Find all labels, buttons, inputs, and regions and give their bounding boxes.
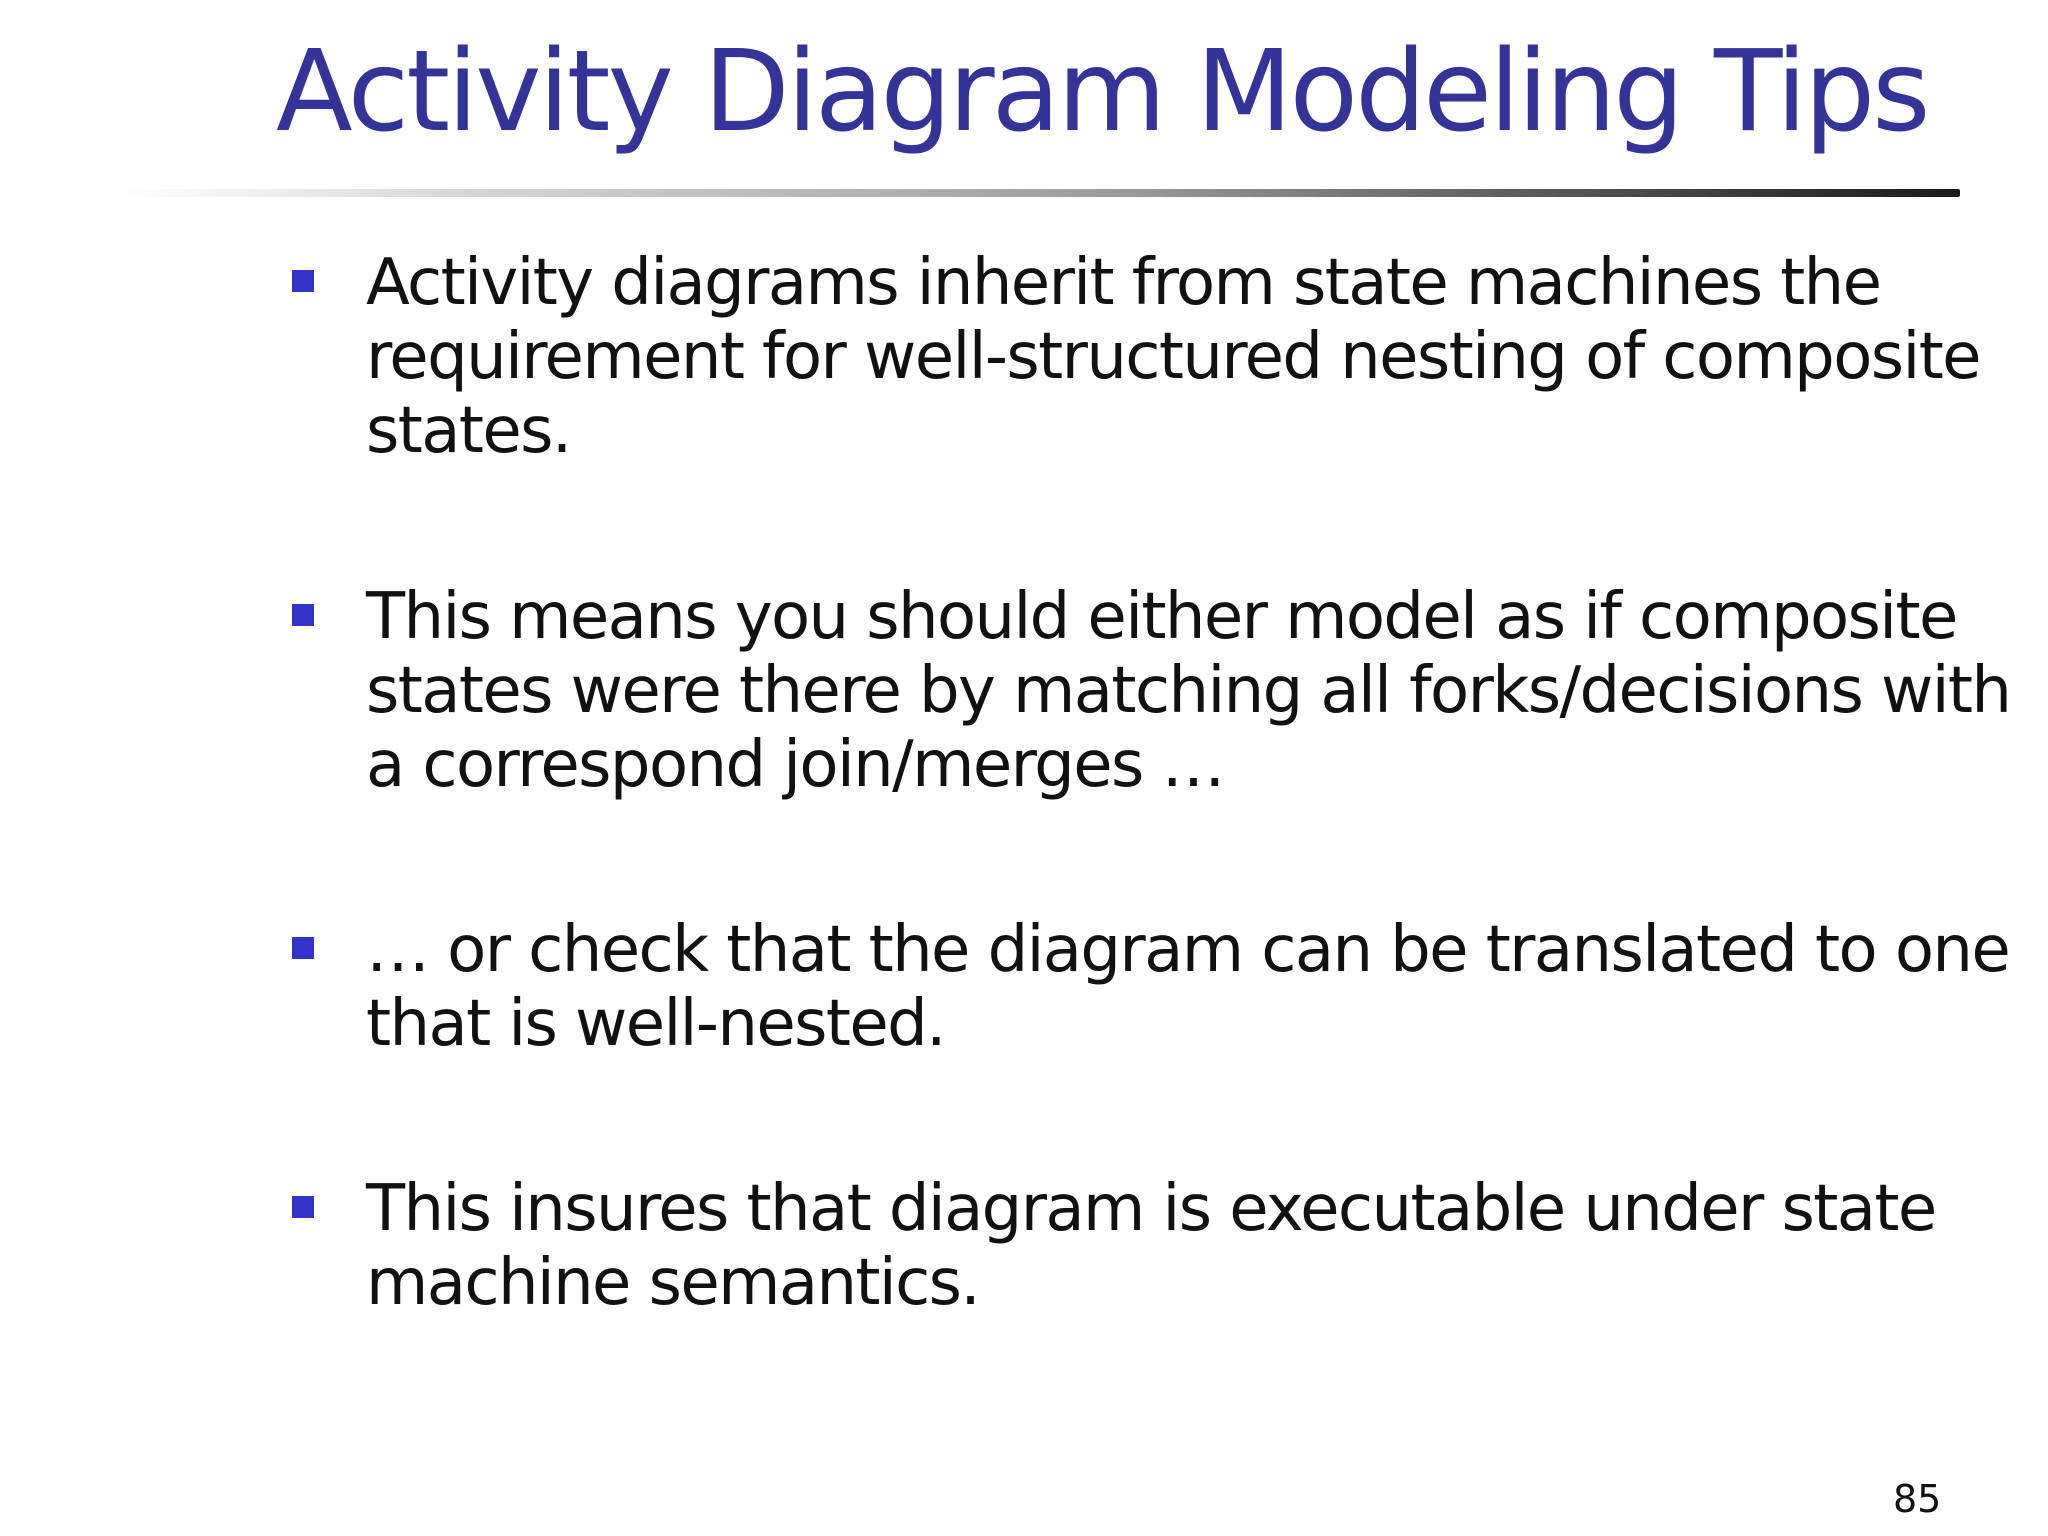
bullet-text: … or check that the diagram can be translated to one that is well-nested. — [366, 913, 2010, 1061]
slide-title: Activity Diagram Modeling Tips — [276, 27, 1928, 157]
square-bullet-icon — [292, 604, 314, 626]
bullet-text: This insures that diagram is executable under state machine semantics. — [366, 1172, 1936, 1320]
square-bullet-icon — [292, 937, 314, 959]
page-number: 85 — [1893, 1477, 1942, 1521]
square-bullet-icon — [292, 1196, 314, 1218]
bullet-text: This means you should either model as if composite states were there by matching all forks/decisions with a correspond join/merges … — [366, 580, 2011, 802]
square-bullet-icon — [292, 270, 314, 292]
bullet-text: Activity diagrams inherit from state machines the requirement for well-structured nesting of composite states. — [366, 246, 1980, 468]
